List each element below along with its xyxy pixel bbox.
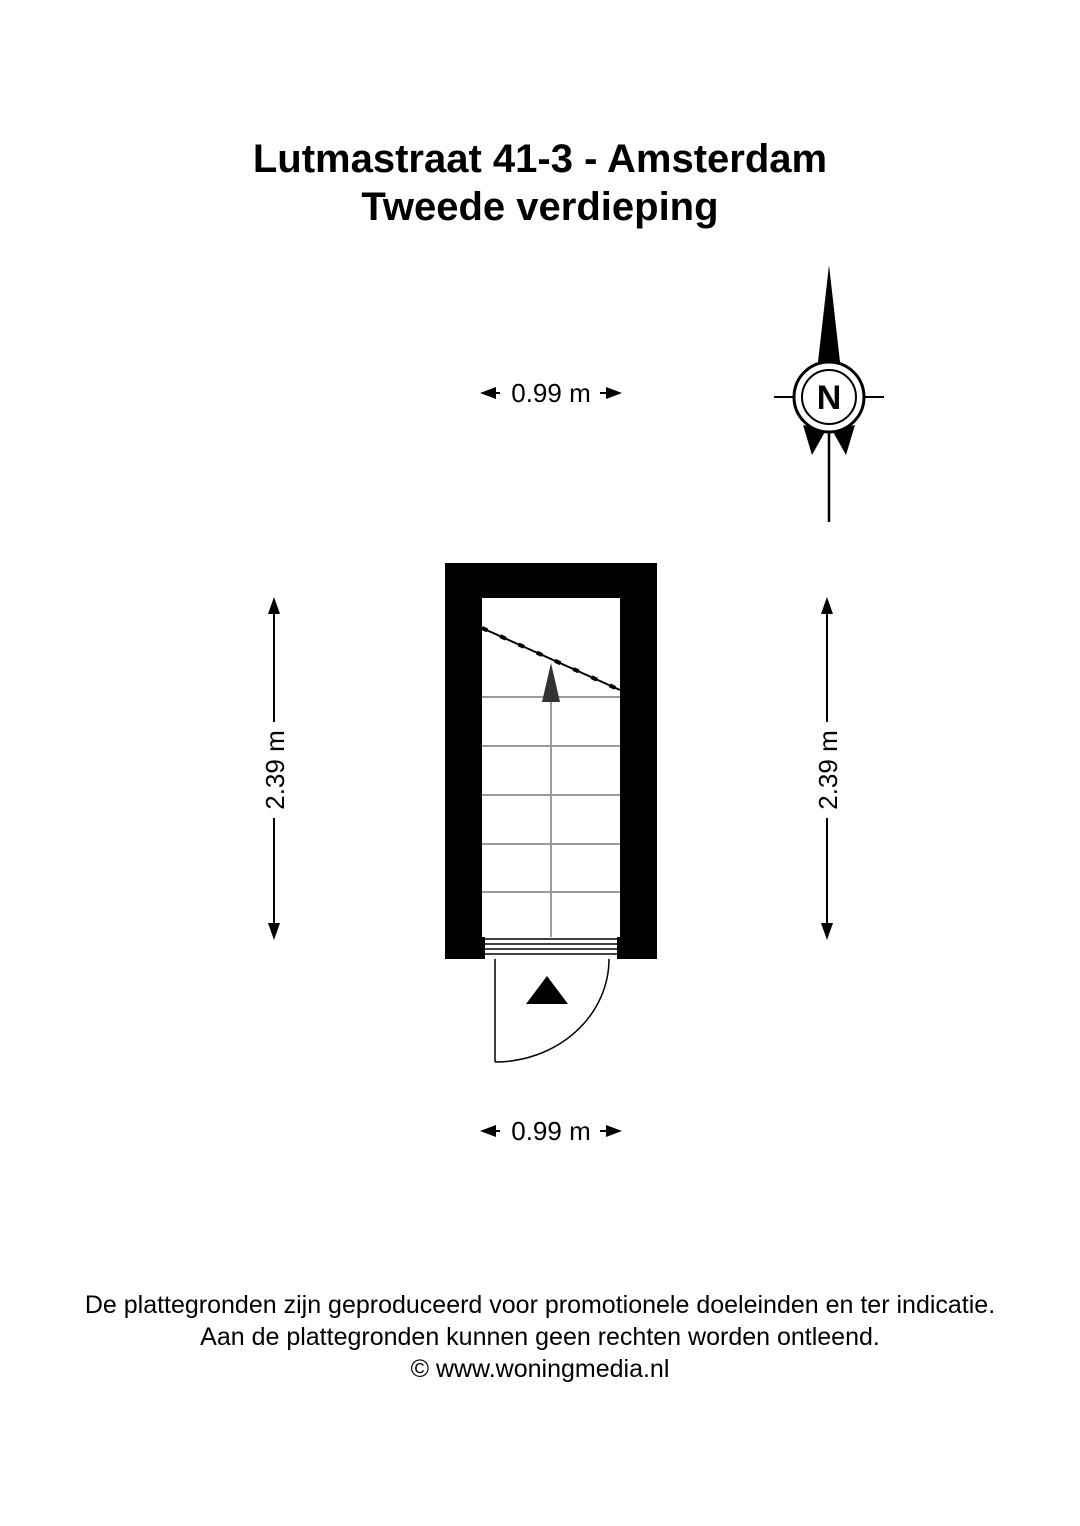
dimension-top-label: 0.99 m — [511, 378, 591, 408]
disclaimer-line: Aan de plattegronden kunnen geen rechten worden ontleend. — [200, 1323, 880, 1351]
copyright-link: © www.woningmedia.nl — [410, 1355, 670, 1383]
floor-name: Tweede verdieping — [361, 185, 719, 229]
staircase — [482, 628, 620, 937]
entrance-arrow-icon — [526, 976, 568, 1004]
stair-direction-arrow-icon — [542, 663, 560, 702]
dimension-left-label: 2.39 m — [260, 730, 290, 810]
compass-north-label: N — [816, 379, 842, 417]
disclaimer-line: De plattegronden zijn geproduceerd voor promotionele doeleinden en ter indicatie. — [84, 1291, 996, 1319]
compass-icon — [774, 265, 884, 522]
plan-title: Lutmastraat 41-3 - Amsterdam — [252, 137, 828, 181]
dimension-bottom — [480, 1116, 622, 1146]
dimension-right — [813, 597, 843, 940]
dimension-right-label: 2.39 m — [813, 730, 843, 810]
dimension-bottom-label: 0.99 m — [511, 1116, 591, 1146]
dimension-left — [260, 597, 290, 940]
dimension-top — [480, 378, 622, 408]
entrance-door — [485, 939, 617, 1062]
